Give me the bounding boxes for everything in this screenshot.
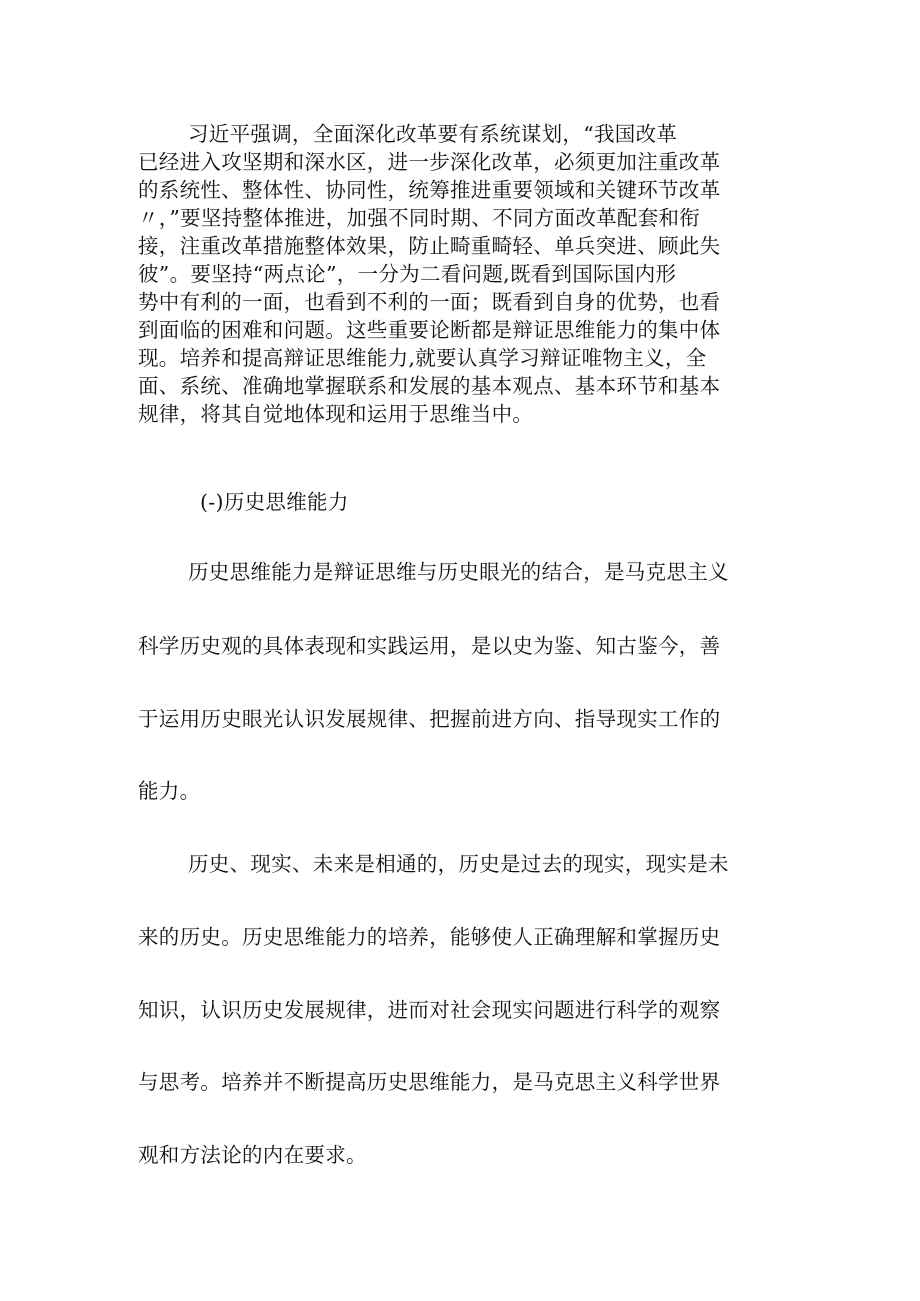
text-line: 与思考。培养并不断提高历史思维能力，是马克思主义科学世界 <box>138 1070 721 1094</box>
text-line: 观和方法论的内在要求。 <box>138 1143 367 1167</box>
text-line: 到面临的困难和问题。这些重要论断都是辩证思维能力的集中体 <box>138 318 721 342</box>
text-line: 〃，”要坚持整体推进，加强不同时期、不同方面改革配套和衔 <box>138 206 701 230</box>
text-line: 历史思维能力是辩证思维与历史眼光的结合，是马克思主义 <box>188 560 729 584</box>
text-line: 的系统性、整体性、协同性，统筹推进重要领域和关键环节改革 <box>138 178 721 202</box>
text-line: 面、系统、准确地掌握联系和发展的基本观点、基本环节和基本 <box>138 374 721 398</box>
text-line: 知识，认识历史发展规律，进而对社会现实问题进行科学的观察 <box>138 998 721 1022</box>
text-line: 势中有利的一面，也看到不利的一面；既看到自身的优势，也看 <box>138 290 721 314</box>
text-line: 规律，将其自觉地体现和运用于思维当中。 <box>138 402 534 426</box>
text-line: 于运用历史眼光认识发展规律、把握前进方向、指导现实工作的 <box>138 707 721 731</box>
text-line: 接，注重改革措施整体效果，防止畸重畸轻、单兵突进、顾此失 <box>138 234 721 258</box>
text-line: 来的历史。历史思维能力的培养，能够使人正确理解和掌握历史 <box>138 925 721 949</box>
text-line: 已经进入攻坚期和深水区，进一步深化改革，必须更加注重改革 <box>138 150 721 174</box>
text-line: 能力。 <box>138 779 201 803</box>
text-line: 彼”。要坚持“两点论”，一分为二看问题,既看到国际国内形 <box>138 262 677 286</box>
text-line: 现。培养和提高辩证思维能力,就要认真学习辩证唯物主义，全 <box>138 346 707 370</box>
section-heading: (-)历史思维能力 <box>200 490 349 514</box>
text-line: 历史、现实、未来是相通的，历史是过去的现实，现实是未 <box>188 852 729 876</box>
text-line: 习近平强调，全面深化改革要有系统谋划，“我国改革 <box>188 122 678 146</box>
text-line: 科学历史观的具体表现和实践运用，是以史为鉴、知古鉴今，善 <box>138 634 721 658</box>
